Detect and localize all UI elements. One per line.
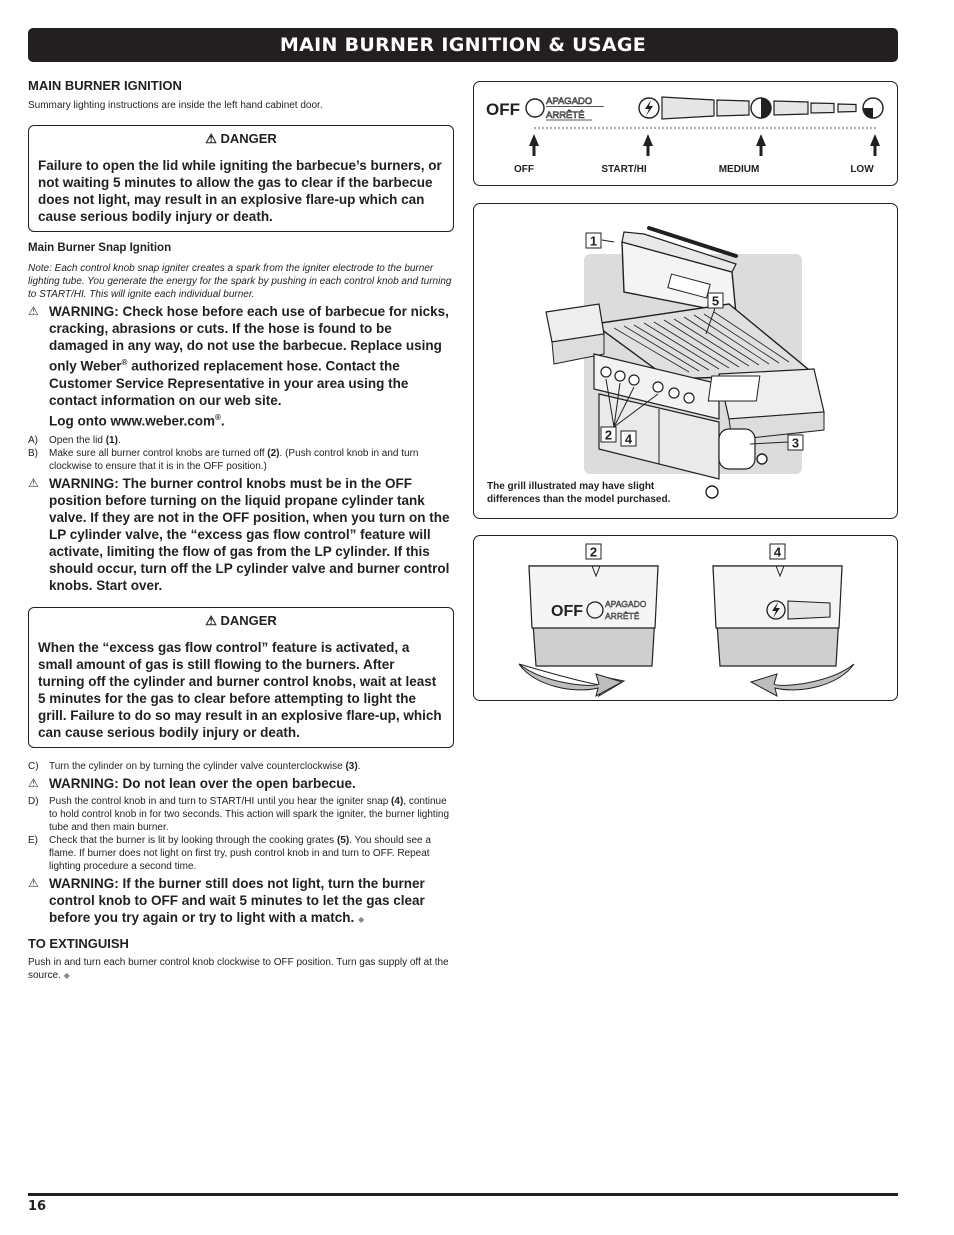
grill-caption: The grill illustrated may have slight differences than the model purchased. <box>487 481 671 505</box>
page-title: MAIN BURNER IGNITION & USAGE <box>28 28 898 62</box>
lp-cylinder <box>719 429 755 469</box>
danger-heading: ⚠ DANGER <box>205 613 277 628</box>
snap-ignition-heading: Main Burner Snap Ignition <box>28 242 172 254</box>
warning-triangle-icon: ⚠ <box>28 304 39 318</box>
callout-1 <box>586 233 614 249</box>
svg-text:4: 4 <box>624 431 633 447</box>
dial-diagram <box>474 82 896 184</box>
step-c: C) Turn the cylinder on by turning the cylinder valve counterclockwise (3). <box>28 761 361 772</box>
warning-triangle-icon: ⚠ <box>28 476 39 490</box>
warning-knobs-off: ⚠ WARNING: The burner control knobs must be in the OFF position before turning on the liquid propane cylinder tank valve. If they are not in the OFF position, when you turn on the LP cylinder valve, the “excess gas flow control” feature will activate, limiting the flow of gas from the LP cylinder. If this should occur, turn off the LP cylinder valve and burner control knobs. Start over. <box>28 476 450 593</box>
grill-panel <box>473 203 898 519</box>
warning-no-light: ⚠ WARNING: If the burner still does not light, turn the burner control knob to OFF and wait 5 minutes to let the gas clear before you try again or try to light with a match. ◆ <box>28 875 454 928</box>
svg-text:ARRÊTÉ: ARRÊTÉ <box>605 611 640 621</box>
dial-label-low: LOW <box>850 164 874 175</box>
danger-text: When the “excess gas flow control” feature is activated, a small amount of gas is still flowing to the burners. After turning off the cylinder and burner control knobs, wait at least 5 minutes for the gas to clear before attempting to light the grill. Failure to do so may result in an explosive flare-up, which can cause serious bodily injury or death. <box>38 640 442 740</box>
warning-triangle-icon: ⚠ <box>205 613 217 628</box>
warning-hose: ⚠ WARNING: Check hose before each use of barbecue for nicks, cracking, abrasions or cuts. If the hose is found to be damaged in any way, do not use the barbecue. Replace using only Weber® authorized replacement hose. Contact the Customer Service Representative in your area using the contact information on our web site. Log onto www.weber.com®. <box>28 304 449 428</box>
svg-text:5: 5 <box>711 293 720 309</box>
medium-arrow-icon <box>756 134 766 156</box>
knob-icon <box>629 375 639 385</box>
svg-text:1: 1 <box>589 233 598 249</box>
danger-text: Failure to open the lid while igniting the barbecue’s burners, or not waiting 5 minutes to allow the gas to clear if the barbecue does not light, may result in an explosive flare-up which can cause serious bodily injury or death. <box>38 158 442 224</box>
warning-triangle-icon: ⚠ <box>28 876 39 890</box>
knob-closeup-diagram <box>474 536 896 699</box>
dial-arrete-text: ARRÊTÉ <box>546 110 585 121</box>
knob-start-closeup <box>713 566 842 666</box>
warning-triangle-icon: ⚠ <box>205 131 217 146</box>
svg-text:APAGADO: APAGADO <box>605 599 647 609</box>
page-number: 16 <box>28 1199 47 1214</box>
warning-triangle-icon: ⚠ <box>28 776 39 790</box>
end-diamond-icon: ◆ <box>358 915 365 924</box>
footer-rule <box>28 1193 898 1196</box>
danger-box-1 <box>28 125 454 232</box>
off-circle-icon <box>526 99 544 117</box>
dial-label-start-hi: START/HI <box>601 164 647 175</box>
dial-arrows <box>529 134 880 156</box>
callout-2-label: 2 <box>589 544 598 560</box>
knob-icon <box>653 382 663 392</box>
instructions-column <box>28 78 454 982</box>
dial-positions-panel <box>473 81 898 186</box>
ignition-intro: Summary lighting instructions are inside the left hand cabinet door. <box>28 100 323 111</box>
step-e: E) Check that the burner is lit by looking through the cooking grates (5). You should see a flame. If burner does not light on first try, push control knob in and turn to OFF. Repeat lighting procedure a second time. <box>28 835 431 872</box>
callout-4 <box>621 431 636 447</box>
svg-text:2: 2 <box>604 427 613 443</box>
counterclockwise-arrow-icon <box>751 664 854 696</box>
knob-closeup-panel <box>473 535 898 701</box>
flame-high-shape <box>662 97 714 119</box>
callout-4-label: 4 <box>773 544 782 560</box>
knob-icon <box>669 388 679 398</box>
step-a: A) Open the lid (1). <box>28 435 121 446</box>
dial-label-off: OFF <box>514 164 534 175</box>
end-diamond-icon: ◆ <box>63 971 70 980</box>
danger-heading: ⚠ DANGER <box>205 131 277 146</box>
dial-apagado-text: APAGADO <box>546 96 593 107</box>
knob-off-closeup <box>529 566 658 666</box>
extinguish-text: Push in and turn each burner control knob clockwise to OFF position. Turn gas supply off at the source. ◆ <box>28 957 449 981</box>
knob-icon <box>684 393 694 403</box>
off-arrow-icon <box>529 134 539 156</box>
step-b: B) Make sure all burner control knobs are turned off (2). (Push control knob in and turn clockwise to ensure that it is in the OFF position.) <box>28 448 419 472</box>
low-arrow-icon <box>870 134 880 156</box>
dial-label-medium: MEDIUM <box>718 164 760 175</box>
extinguish-heading: TO EXTINGUISH <box>28 936 129 951</box>
start-arrow-icon <box>643 134 653 156</box>
snap-note: Note: Each control knob snap igniter creates a spark from the igniter electrode to the burner lighting tube. You generate the energy for the spark by pushing in each control knob and turning to START/HI. This will ignite each individual burner. <box>28 263 452 300</box>
wheel-icon <box>706 486 718 498</box>
knob-icon <box>615 371 625 381</box>
knob-off-text: OFF <box>551 603 583 620</box>
grill-illustration <box>474 204 896 517</box>
ignition-heading: MAIN BURNER IGNITION <box>28 78 182 93</box>
danger-box-2 <box>28 607 454 748</box>
knob-icon <box>601 367 611 377</box>
dial-off-text: OFF <box>486 100 520 119</box>
warning-lean: ⚠ WARNING: Do not lean over the open barbecue. <box>28 776 356 791</box>
step-d: D) Push the control knob in and turn to START/HI until you hear the igniter snap (4), continue to hold control knob in for two seconds. This action will spark the igniter, the burner lighting tube and then main burner. <box>28 796 450 833</box>
wheel-icon <box>757 454 767 464</box>
svg-text:3: 3 <box>791 435 800 451</box>
callout-2 <box>601 427 616 443</box>
